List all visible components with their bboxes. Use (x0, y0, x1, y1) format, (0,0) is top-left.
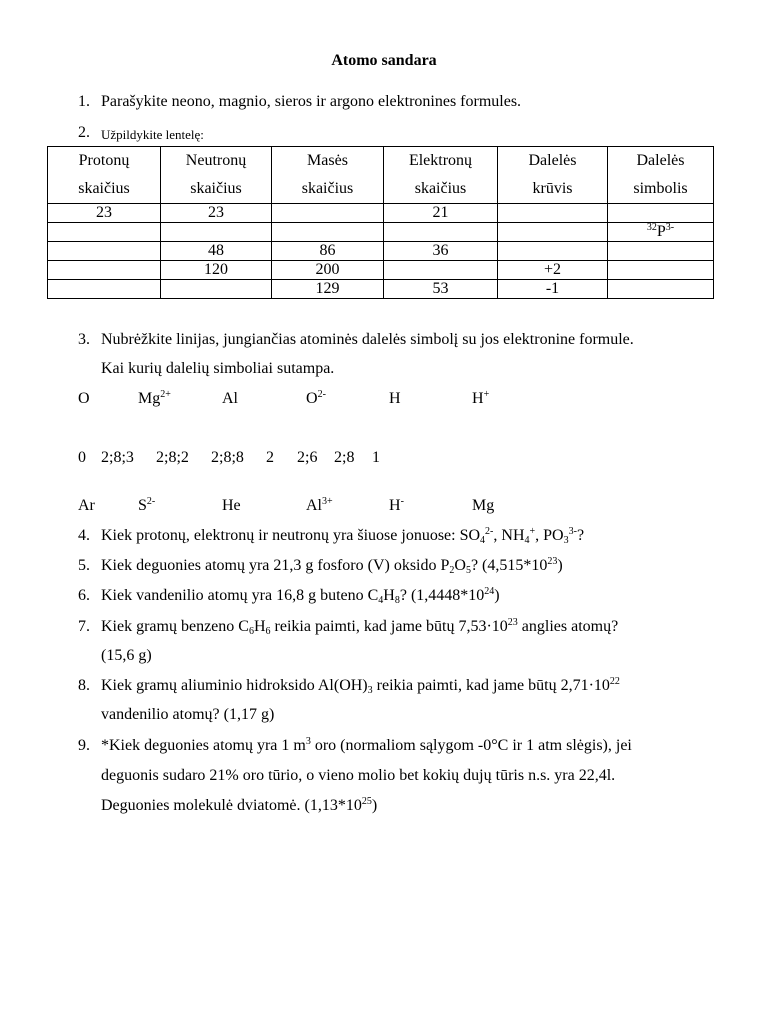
formula-5: 2 (266, 449, 274, 466)
table-cell: 53 (384, 280, 498, 299)
q6-number: 6. (78, 587, 90, 604)
header-charge: Dalelės krūvis (498, 147, 608, 204)
header-electrons: Elektronų skaičius (384, 147, 498, 204)
q8-line2: vandenilio atomų? (1,17 g) (101, 706, 275, 723)
q5-number: 5. (78, 557, 90, 574)
table-cell (161, 223, 272, 242)
symbol-bottom-5: H- (389, 496, 404, 514)
header-symbol: Dalelės simbolis (608, 147, 714, 204)
q4-text: Kiek protonų, elektronų ir neutronų yra šiuose jonuose: $SO_4^{2-}$, $NH_4^+$, $PO_3^{3-}$? (101, 526, 585, 546)
table-cell: 200 (272, 261, 384, 280)
q8-text: Kiek gramų aliuminio hidroksido $Al(OH)_3$ reikia paimti, kad jame būtų $2,71\cdot 10^{22}$ (101, 676, 620, 696)
table-cell (384, 261, 498, 280)
header-neutrons: Neutronų skaičius (161, 147, 272, 204)
table-cell (48, 242, 161, 261)
particle-table (47, 146, 714, 299)
table-cell (48, 280, 161, 299)
q9-text: *Kiek deguonies atomų yra 1 $m^3$ oro (normaliom sąlygom -0°C ir 1 atm slėgis), jei (101, 736, 632, 754)
table-cell: -1 (498, 280, 608, 299)
table-cell: 23 (48, 204, 161, 223)
q6-text: Kiek vandenilio atomų yra 16,8 g buteno $C_4H_8$? $(1,4448*10^{24})$ (101, 586, 500, 606)
formula-6: 2;6 (297, 449, 318, 466)
table-cell: 48 (161, 242, 272, 261)
table-cell: 129 (272, 280, 384, 299)
symbol-top-4: $O^{2-}$ (306, 389, 326, 407)
table-cell: 36 (384, 242, 498, 261)
q7-answer: (15,6 g) (101, 647, 152, 664)
table-cell: 120 (161, 261, 272, 280)
q5-text: Kiek deguonies atomų yra 21,3 g fosforo (V) oksido $P_2O_5$? $(4,515*10^{23})$ (101, 556, 563, 576)
q1-text: Parašykite neono, magnio, sieros ir argono elektronines formules. (101, 93, 522, 110)
table-cell: 23 (161, 204, 272, 223)
table-row (48, 280, 714, 299)
symbol-bottom-4: $Al^{3+}$ (306, 496, 333, 514)
formula-8: 1 (372, 449, 380, 466)
table-cell-symbol-p: $^{32}P^{3-}$ (608, 223, 714, 242)
q1-number: 1. (78, 93, 90, 110)
symbol-top-3: Al (222, 390, 238, 407)
table-cell (272, 204, 384, 223)
table-cell (608, 242, 714, 261)
formula-2: 2;8;3 (101, 449, 134, 466)
formula-7: 2;8 (334, 449, 355, 466)
table-cell: +2 (498, 261, 608, 280)
header-protons: Protonų skaičius (48, 147, 161, 204)
table-cell (608, 280, 714, 299)
table-cell (608, 204, 714, 223)
q7-text: Kiek gramų benzeno $C_6H_6$ reikia paimti, kad jame būtų $7,53\cdot 10^{23}$ anglies atomų? (101, 617, 619, 637)
q2-text: Užpildykite lentelę: (101, 127, 204, 142)
q8-number: 8. (78, 677, 90, 694)
header-mass: Masės skaičius (272, 147, 384, 204)
table-cell (161, 280, 272, 299)
symbol-bottom-3: He (222, 497, 241, 514)
q7-number: 7. (78, 618, 90, 635)
table-cell (384, 223, 498, 242)
symbol-top-5: H (389, 390, 401, 407)
symbol-top-6: H+ (472, 389, 490, 407)
q3-line1: Nubrėžkite linijas, jungiančias atominės dalelės simbolį su jos elektronine formule. (101, 331, 634, 348)
table-row (48, 204, 714, 223)
symbol-bottom-6: Mg (472, 497, 495, 514)
symbol-top-1: O (78, 390, 90, 407)
formula-4: 2;8;8 (211, 449, 244, 466)
q2-number: 2. (78, 124, 90, 141)
table-cell (498, 242, 608, 261)
table-cell (272, 223, 384, 242)
symbol-bottom-1: Ar (78, 497, 95, 514)
table-header-row (48, 147, 714, 204)
formula-1: 0 (78, 449, 86, 466)
table-row (48, 223, 714, 242)
symbol-bottom-2: $S^{2-}$ (138, 496, 156, 514)
formula-3: 2;8;2 (156, 449, 189, 466)
table-cell (48, 261, 161, 280)
q3-line2: Kai kurių dalelių simboliai sutampa. (101, 360, 335, 377)
table-cell (48, 223, 161, 242)
symbol-top-2: $Mg^{2+}$ (138, 389, 171, 407)
q9-line3: Deguonies molekulė dviatomė. $(1,13*10^{25})$ (101, 796, 378, 814)
table-cell (498, 223, 608, 242)
q3-number: 3. (78, 331, 90, 348)
table-cell (608, 261, 714, 280)
table-row (48, 261, 714, 280)
table-cell (498, 204, 608, 223)
page-title: Atomo sandara (331, 52, 437, 69)
q4-number: 4. (78, 527, 90, 544)
q9-line2: deguonis sudaro 21% oro tūrio, o vieno molio bet kokių dujų tūris n.s. yra 22,4l. (101, 767, 616, 784)
table-cell: 86 (272, 242, 384, 261)
q9-number: 9. (78, 737, 90, 754)
table-cell: 21 (384, 204, 498, 223)
table-row (48, 242, 714, 261)
